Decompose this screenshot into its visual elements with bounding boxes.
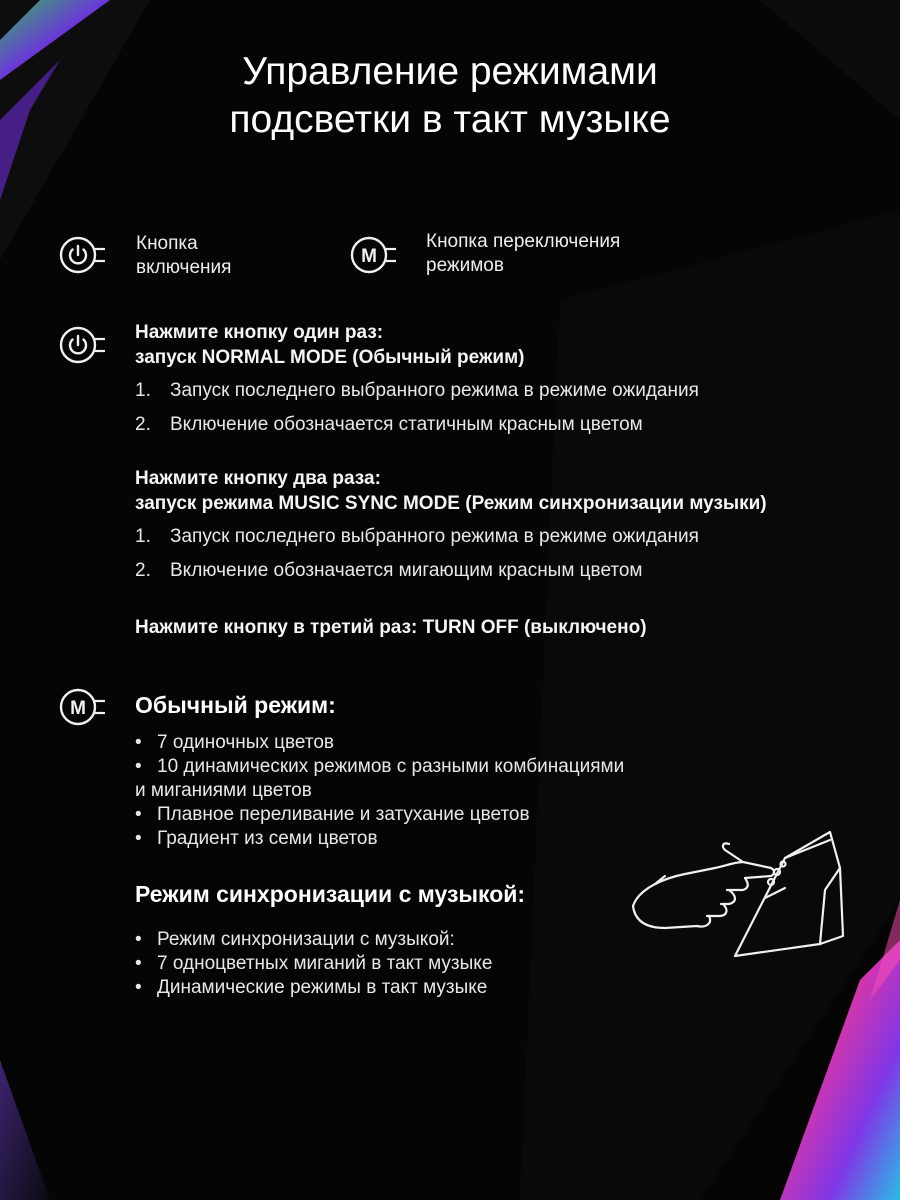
list-item [135, 755, 875, 779]
press-once-block [135, 320, 875, 447]
power-icon [58, 235, 108, 275]
bullet: • [135, 953, 142, 974]
press-once-steps [135, 379, 875, 437]
bullet: • [135, 804, 142, 825]
step-text: Запуск последнего выбранного режима в режиме ожидания [170, 526, 699, 547]
bullet: • [135, 929, 142, 950]
list-item [135, 525, 875, 549]
list-item-text: Режим синхронизации с музыкой: [157, 929, 455, 950]
step-number: 2. [135, 414, 151, 435]
normal-mode-section [135, 690, 875, 851]
power-button-label [136, 232, 231, 280]
list-item [135, 413, 875, 437]
power-label-line-2: включения [136, 257, 232, 278]
list-item [135, 731, 875, 755]
list-item [135, 379, 875, 403]
mode-icon-letter: M [361, 246, 377, 267]
title-line-2: подсветки в такт музыке [229, 98, 671, 141]
step-text: Включение обозначается мигающим красным цветом [170, 560, 643, 581]
step-number: 1. [135, 526, 151, 547]
bullet: • [135, 828, 142, 849]
press-twice-steps [135, 525, 875, 583]
press-twice-heading [135, 466, 875, 516]
bullet: • [135, 732, 142, 753]
list-item-text: Градиент из семи цветов [157, 828, 378, 849]
mode-m-icon [349, 235, 399, 275]
step-text: Запуск последнего выбранного режима в режиме ожидания [170, 380, 699, 401]
bullet: • [135, 756, 142, 777]
list-item-continuation: и миганиями цветов [135, 780, 312, 801]
step-number: 1. [135, 380, 151, 401]
step-number: 2. [135, 560, 151, 581]
mode-label-line-1: Кнопка переключения [426, 231, 621, 252]
bullet: • [135, 977, 142, 998]
press-third-text: Нажмите кнопку в третий раз: TURN OFF (выключено) [135, 617, 647, 638]
power-label-line-1: Кнопка [136, 233, 198, 254]
press-once-line-2: запуск NORMAL MODE (Обычный режим) [135, 347, 525, 368]
list-item-text: Плавное переливание и затухание цветов [157, 804, 530, 825]
power-icon [58, 325, 108, 365]
page-title [0, 48, 900, 144]
press-twice-line-2: запуск режима MUSIC SYNC MODE (Режим синхронизации музыки) [135, 493, 767, 514]
list-item-text: 7 одноцветных миганий в такт музыке [157, 953, 493, 974]
normal-mode-heading: Обычный режим: [135, 692, 336, 718]
list-item-text: Динамические режимы в такт музыке [157, 977, 488, 998]
music-mode-heading: Режим синхронизации с музыкой: [135, 881, 526, 907]
mode-label-line-2: режимов [426, 255, 504, 276]
press-once-heading [135, 320, 875, 370]
press-twice-block [135, 466, 875, 593]
list-item-text: 7 одиночных цветов [157, 732, 335, 753]
press-once-line-1: Нажмите кнопку один раз: [135, 322, 384, 343]
list-item-text: 10 динамических режимов с разными комбинациями [157, 756, 625, 777]
mode-icon-letter: M [70, 698, 86, 719]
press-twice-line-1: Нажмите кнопку два раза: [135, 468, 381, 489]
title-line-1: Управление режимами [242, 50, 658, 93]
list-item [135, 976, 875, 1000]
mode-m-icon [58, 687, 108, 727]
list-item [135, 803, 875, 827]
step-text: Включение обозначается статичным красным цветом [170, 414, 643, 435]
list-item [135, 559, 875, 583]
hand-pressing-button-icon [625, 828, 850, 968]
mode-button-label [426, 230, 620, 278]
